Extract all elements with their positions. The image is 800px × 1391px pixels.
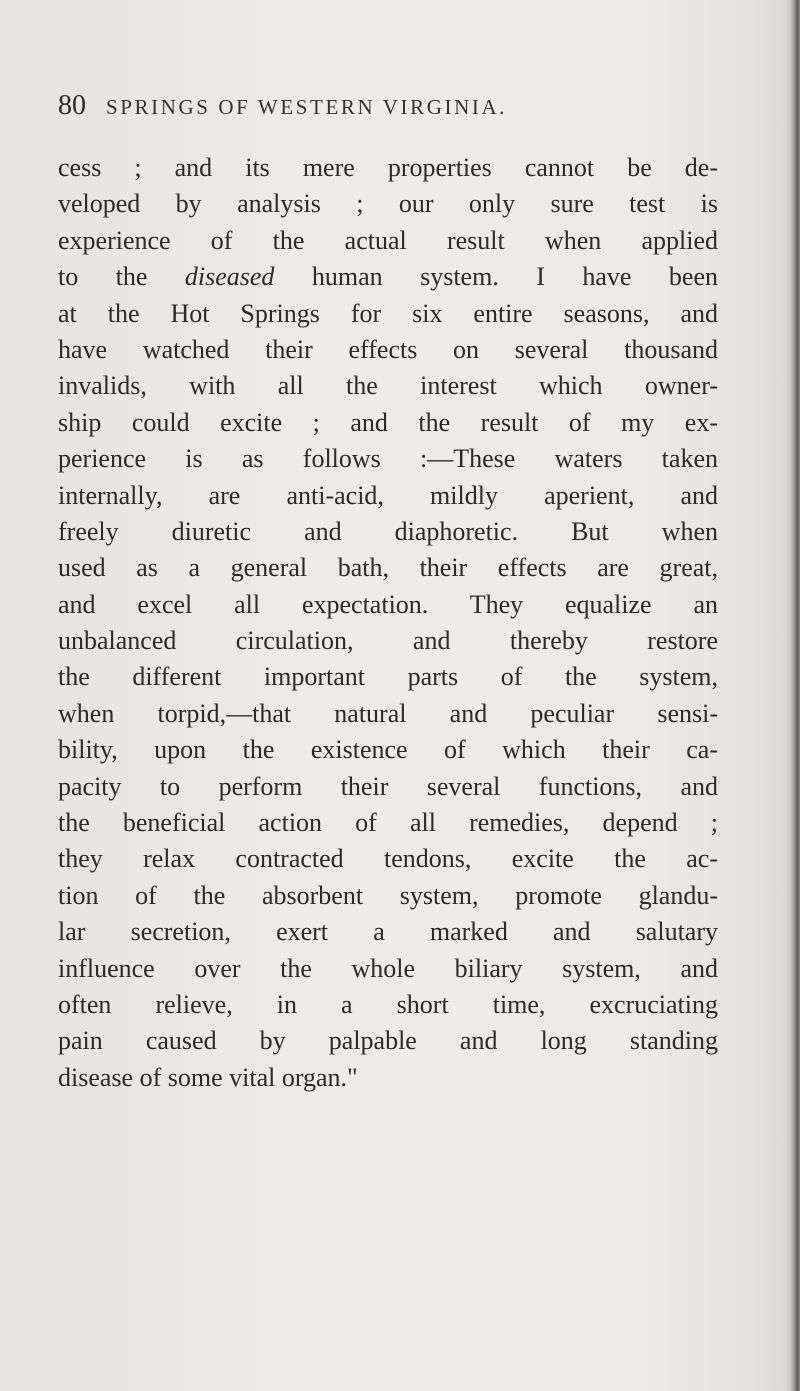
text-line: and excel all expectation. They equalize an — [58, 589, 718, 619]
running-head: SPRINGS OF WESTERN VIRGINIA. — [106, 95, 508, 119]
text-line: veloped by analysis ; our only sure test is — [58, 189, 718, 219]
text-line: experience of the actual result when applied — [58, 225, 718, 255]
text-line: the beneficial action of all remedies, depend ; — [58, 808, 718, 838]
text-line: at the Hot Springs for six entire seasons, and — [58, 298, 718, 328]
text-line: pain caused by palpable and long standing — [58, 1026, 718, 1056]
text-line: bility, upon the existence of which their ca- — [58, 735, 718, 765]
page-number: 80 — [58, 90, 86, 121]
text-line: unbalanced circulation, and thereby restore — [58, 626, 718, 656]
text-line: often relieve, in a short time, excruciating — [58, 989, 718, 1019]
text-fragment: to the — [58, 262, 185, 292]
text-line: lar secretion, exert a marked and salutary — [58, 917, 718, 947]
page-header — [58, 90, 718, 130]
text-line: when torpid,—that natural and peculiar sensi- — [58, 698, 718, 728]
text-line: influence over the whole biliary system, and — [58, 953, 718, 983]
text-line: cess ; and its mere properties cannot be de- — [58, 153, 718, 182]
text-line: internally, are anti-acid, mildly aperient, and — [58, 480, 718, 510]
text-fragment: human system. I have been — [274, 262, 718, 292]
body-text — [58, 150, 718, 1096]
text-line: pacity to perform their several functions, and — [58, 771, 718, 801]
text-line: disease of some vital organ." — [58, 1062, 358, 1092]
text-line: the different important parts of the system, — [58, 662, 718, 692]
italic-word: diseased — [184, 262, 275, 292]
text-line: freely diuretic and diaphoretic. But when — [58, 516, 718, 546]
text-line: perience is as follows :—These waters taken — [58, 444, 718, 474]
text-line — [58, 259, 718, 295]
text-line: have watched their effects on several thousand — [58, 334, 718, 364]
page-edge-shadow — [786, 0, 800, 1391]
text-line: tion of the absorbent system, promote glandu- — [58, 880, 718, 910]
text-line: they relax contracted tendons, excite the ac- — [58, 844, 718, 874]
text-line: invalids, with all the interest which owner- — [58, 371, 718, 401]
text-line: used as a general bath, their effects are great, — [58, 553, 718, 583]
text-line: ship could excite ; and the result of my ex- — [58, 407, 718, 437]
